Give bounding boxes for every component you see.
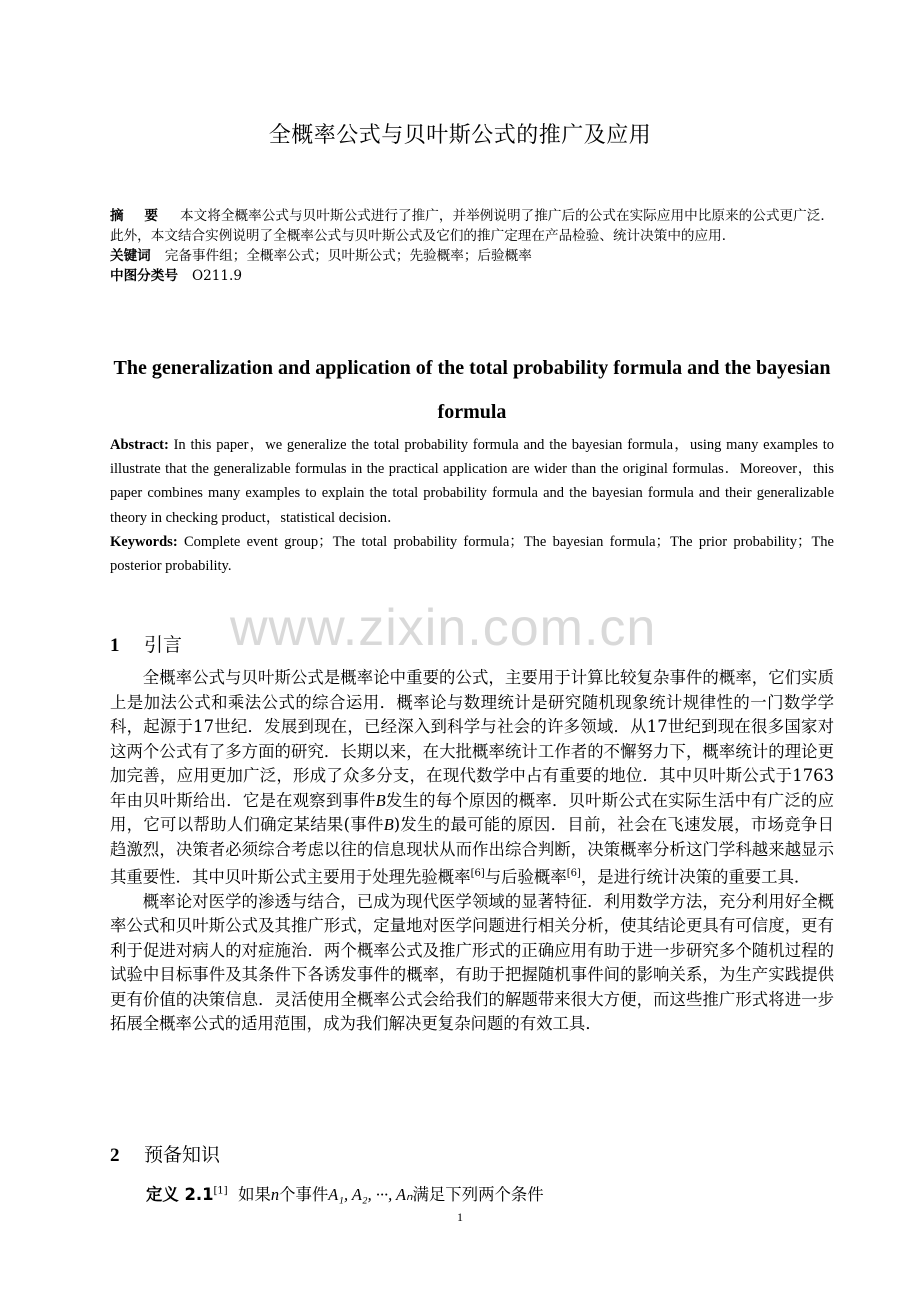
section-2-title: 预备知识 <box>144 1144 221 1166</box>
section-1-body <box>110 666 834 1037</box>
section-2-heading <box>110 1140 220 1167</box>
keywords-cn-label: 关键词 <box>110 248 151 264</box>
abstract-en-label: Abstract: <box>110 437 169 453</box>
abstract-cn-block <box>110 206 834 286</box>
section-1-paragraph-2: 概率论对医学的渗透与结合，已成为现代医学领域的显著特征．利用数学方法，充分利用好全概率公式和贝叶斯公式及其推广形式，定量地对医学问题进行相关分析，使其结论更具有可信度，更有利于促进对病人的对症施治．两个概率公式及推广形式的正确应用有助于进一步研究多个随机过程的试验中目标事件及其条件下各诱发事件的概率，有助于把握随机事件间的影响关系，为生产实践提供更有价值的决策信息．灵活使用全概率公式会给我们的解题带来很大方便，而这些推广形式将进一步拓展全概率公式的适用范围，成为我们解决更复杂问题的有效工具． <box>110 891 834 1034</box>
definition-ref[interactable]: [1] <box>213 1185 228 1197</box>
keywords-en <box>110 530 834 578</box>
paper-title-en: The generalization and application of the total probability formula and the bayesian formula <box>113 357 831 423</box>
event-b-var-2: B <box>383 815 394 834</box>
keywords-en-text: Complete event group；The total probability formula；The bayesian formula；The prior probability；The posterior probability. <box>110 533 834 575</box>
page-number: 1 <box>457 1210 463 1224</box>
def-text-a: 如果 <box>238 1185 271 1204</box>
p1-part-d: 与后验概率 <box>484 867 567 887</box>
abstract-en <box>110 433 834 530</box>
clc-number <box>110 266 834 286</box>
definition-2-1 <box>146 1181 544 1205</box>
p1-part-e: ，是进行统计决策的重要工具． <box>580 867 811 887</box>
ref-6[interactable]: [6] <box>470 868 485 879</box>
ref-6-second[interactable]: [6] <box>566 868 581 879</box>
clc-text: O211.9 <box>191 268 243 284</box>
definition-label: 定义 2.1 <box>146 1185 214 1204</box>
abstract-cn <box>110 206 834 246</box>
abstract-cn-label: 摘 要 <box>110 208 167 224</box>
keywords-en-label: Keywords: <box>110 533 178 550</box>
keywords-cn <box>110 246 834 266</box>
abstract-en-block <box>110 433 834 578</box>
p1-part-b: 发生的每个原因的概率．贝叶斯公式在实际生活中有广泛的应用，它可以帮助人们确定某结果(事件 <box>110 790 835 834</box>
def-text-c: 满足下列两个条件 <box>412 1185 544 1204</box>
p1-part-c: )发生的最可能的原因．目前，社会在飞速发展，市场竞争日趋激烈，决策者必须综合考虑以往的信息现状从而作出综合判断，决策概率分析这门学科越来越显示其重要性．其中贝叶斯公式主要用于处理先验概率 <box>110 815 834 887</box>
clc-label: 中图分类号 <box>110 268 178 284</box>
section-1-paragraph-1 <box>110 666 834 890</box>
watermark: www.zixin.com.cn <box>230 599 657 657</box>
section-1-heading <box>110 630 182 657</box>
abstract-en-text: In this paper，we generalize the total probability formula and the bayesian formula，using many examples to illustrate that the generalizable formulas in the practical application are wider than the original formulas．Moreover，this paper combines many examples to explain the total probability formula and the bayesian formula and their generalizable theory in checking product，statistical decision． <box>110 437 834 526</box>
event-b-var: B <box>375 790 386 810</box>
def-events: A₁, A₂, ···, Aₙ <box>328 1185 413 1204</box>
def-text-b: 个事件 <box>279 1185 329 1204</box>
paper-title-cn: 全概率公式与贝叶斯公式的推广及应用 <box>268 123 652 148</box>
section-1-title: 引言 <box>144 634 183 656</box>
p1-part-a: 全概率公式与贝叶斯公式是概率论中重要的公式，主要用于计算比较复杂事件的概率，它们实质上是加法公式和乘法公式的综合运用．概率论与数理统计是研究随机现象统计规律性的一门数学学科，起源于17世纪．发展到现在，已经深入到科学与社会的许多领域．从17世纪到现在很多国家对这两个公式有了多方面的研究．长期以来，在大批概率统计工作者的不懈努力下，概率统计的理论更加完善，应用更加广泛，形成了众多分支，在现代数学中占有重要的地位．其中贝叶斯公式于1763年由贝叶斯给出．它是在观察到事件 <box>110 668 834 810</box>
keywords-cn-text: 完备事件组；全概率公式；贝叶斯公式；先验概率；后验概率 <box>164 248 532 264</box>
section-2-number: 2 <box>110 1145 120 1166</box>
def-var-n: n <box>270 1185 280 1204</box>
abstract-cn-text: 本文将全概率公式与贝叶斯公式进行了推广，并举例说明了推广后的公式在实际应用中比原来的公式更广泛．此外，本文结合实例说明了全概率公式与贝叶斯公式及它们的推广定理在产品检验、统计决策中的应用． <box>110 208 834 244</box>
section-1-number: 1 <box>110 635 120 656</box>
